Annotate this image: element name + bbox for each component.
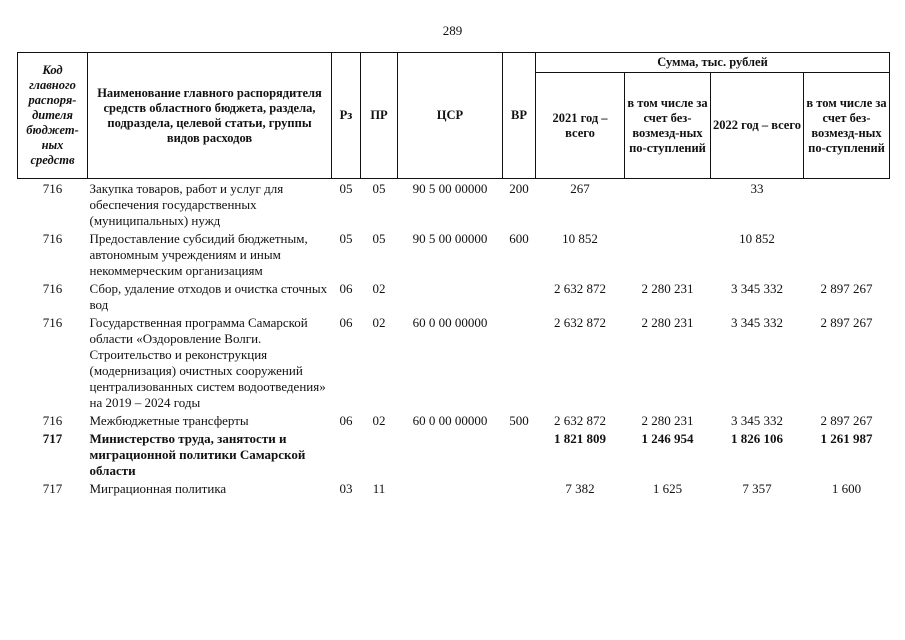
table-row (18, 279, 890, 313)
cell-vr (503, 279, 536, 313)
cell-2022-total: 3 345 332 (731, 315, 783, 330)
cell-vr (503, 313, 536, 411)
cell-2021-total: 267 (570, 181, 590, 196)
cell-name: Межбюджетные трансферты (89, 413, 249, 428)
cell-name: Министерство труда, занятости и миграционной политики Самарской области (89, 431, 306, 478)
cell-name: Закупка товаров, работ и услуг для обеспечения государственных (муниципальных) нужд (89, 181, 284, 228)
cell-code: 716 (42, 413, 63, 428)
budget-table (17, 52, 890, 497)
cell-csr (398, 279, 503, 313)
cell-2021-total: 10 852 (562, 231, 598, 246)
cell-rz: 06 (339, 281, 353, 296)
cell-csr: 60 0 00 00000 (412, 413, 488, 428)
cell-2021-total: 2 632 872 (554, 413, 606, 428)
cell-2021-total: 1 821 809 (554, 431, 606, 446)
cell-vr: 600 (509, 231, 529, 246)
cell-2021-total: 2 632 872 (554, 281, 606, 296)
cell-2021-incl (625, 229, 711, 279)
cell-2022-total: 1 826 106 (731, 431, 783, 446)
cell-csr (398, 479, 503, 497)
header-2021-total: 2021 год – всего (536, 73, 625, 179)
table-header (18, 53, 890, 179)
cell-2021-incl (625, 179, 711, 230)
cell-pr: 02 (372, 281, 386, 296)
cell-code: 716 (42, 281, 63, 296)
cell-2022-incl (804, 229, 890, 279)
cell-name: Предоставление субсидий бюджетным, автономным учреждениям и иным некоммерческим организациям (89, 231, 308, 278)
header-name: Наименование главного распорядителя средств областного бюджета, раздела, подраздела, целевой статьи, группы видов расходов (88, 53, 332, 179)
cell-pr: 02 (372, 413, 386, 428)
cell-rz: 05 (339, 231, 353, 246)
cell-pr: 11 (372, 481, 386, 496)
cell-csr (398, 429, 503, 479)
cell-vr: 500 (509, 413, 529, 428)
cell-2022-total: 7 357 (742, 481, 772, 496)
table-body (18, 179, 890, 498)
cell-2022-total: 3 345 332 (731, 413, 783, 428)
cell-vr (503, 479, 536, 497)
cell-2022-incl (804, 179, 890, 230)
header-2021-incl: в том числе за счет без-возмезд-ных по-ступлений (625, 73, 711, 179)
cell-2021-incl: 2 280 231 (641, 315, 694, 330)
table-row (18, 229, 890, 279)
cell-csr: 90 5 00 00000 (412, 231, 488, 246)
cell-2022-incl: 1 261 987 (820, 431, 873, 446)
cell-2021-incl: 2 280 231 (641, 413, 694, 428)
cell-2022-total: 3 345 332 (731, 281, 783, 296)
cell-2021-incl: 1 625 (652, 481, 683, 496)
cell-2021-total: 7 382 (565, 481, 595, 496)
cell-rz: 06 (339, 315, 353, 330)
table-row (18, 411, 890, 429)
header-csr: ЦСР (398, 53, 503, 179)
cell-2021-incl: 2 280 231 (641, 281, 694, 296)
cell-2022-incl: 1 600 (831, 481, 862, 496)
cell-vr: 200 (509, 181, 529, 196)
cell-name: Миграционная политика (89, 481, 227, 496)
cell-2022-incl: 2 897 267 (820, 413, 873, 428)
cell-pr: 02 (372, 315, 386, 330)
cell-2021-incl: 1 246 954 (641, 431, 694, 446)
header-2022-incl: в том числе за счет без-возмезд-ных по-ступлений (804, 73, 890, 179)
cell-2022-total: 33 (750, 181, 764, 196)
page-number: 289 (442, 23, 463, 38)
cell-rz: 03 (339, 481, 353, 496)
cell-2022-incl: 2 897 267 (820, 281, 873, 296)
header-rz: Рз (332, 53, 361, 179)
cell-2022-total: 10 852 (739, 231, 775, 246)
cell-code: 717 (42, 481, 63, 496)
cell-rz (332, 429, 361, 479)
cell-rz: 05 (339, 181, 353, 196)
cell-code: 716 (42, 181, 63, 196)
cell-pr: 05 (372, 231, 386, 246)
cell-code: 717 (42, 431, 63, 446)
cell-code: 716 (42, 231, 63, 246)
cell-pr: 05 (372, 181, 386, 196)
table-row (18, 479, 890, 497)
table-row (18, 179, 890, 230)
cell-csr: 60 0 00 00000 (412, 315, 488, 330)
cell-name: Государственная программа Самарской области «Оздоровление Волги. Строительство и реконструкция (модернизация) очистных сооружений централизованных систем водоотведения» на 2019 – 2024 годы (89, 315, 326, 410)
cell-name: Сбор, удаление отходов и очистка сточных вод (89, 281, 328, 312)
cell-pr (361, 429, 398, 479)
cell-code: 716 (42, 315, 63, 330)
header-code: Код главного распоря-дителя бюджет-ных средств (18, 53, 88, 179)
cell-csr: 90 5 00 00000 (412, 181, 488, 196)
header-vr: ВР (503, 53, 536, 179)
cell-rz: 06 (339, 413, 353, 428)
table-row (18, 429, 890, 479)
header-sum-group: Сумма, тыс. рублей (536, 53, 890, 73)
cell-2022-incl: 2 897 267 (820, 315, 873, 330)
header-pr: ПР (361, 53, 398, 179)
table-row (18, 313, 890, 411)
cell-vr (503, 429, 536, 479)
header-2022-total: 2022 год – всего (711, 73, 804, 179)
cell-2021-total: 2 632 872 (554, 315, 606, 330)
